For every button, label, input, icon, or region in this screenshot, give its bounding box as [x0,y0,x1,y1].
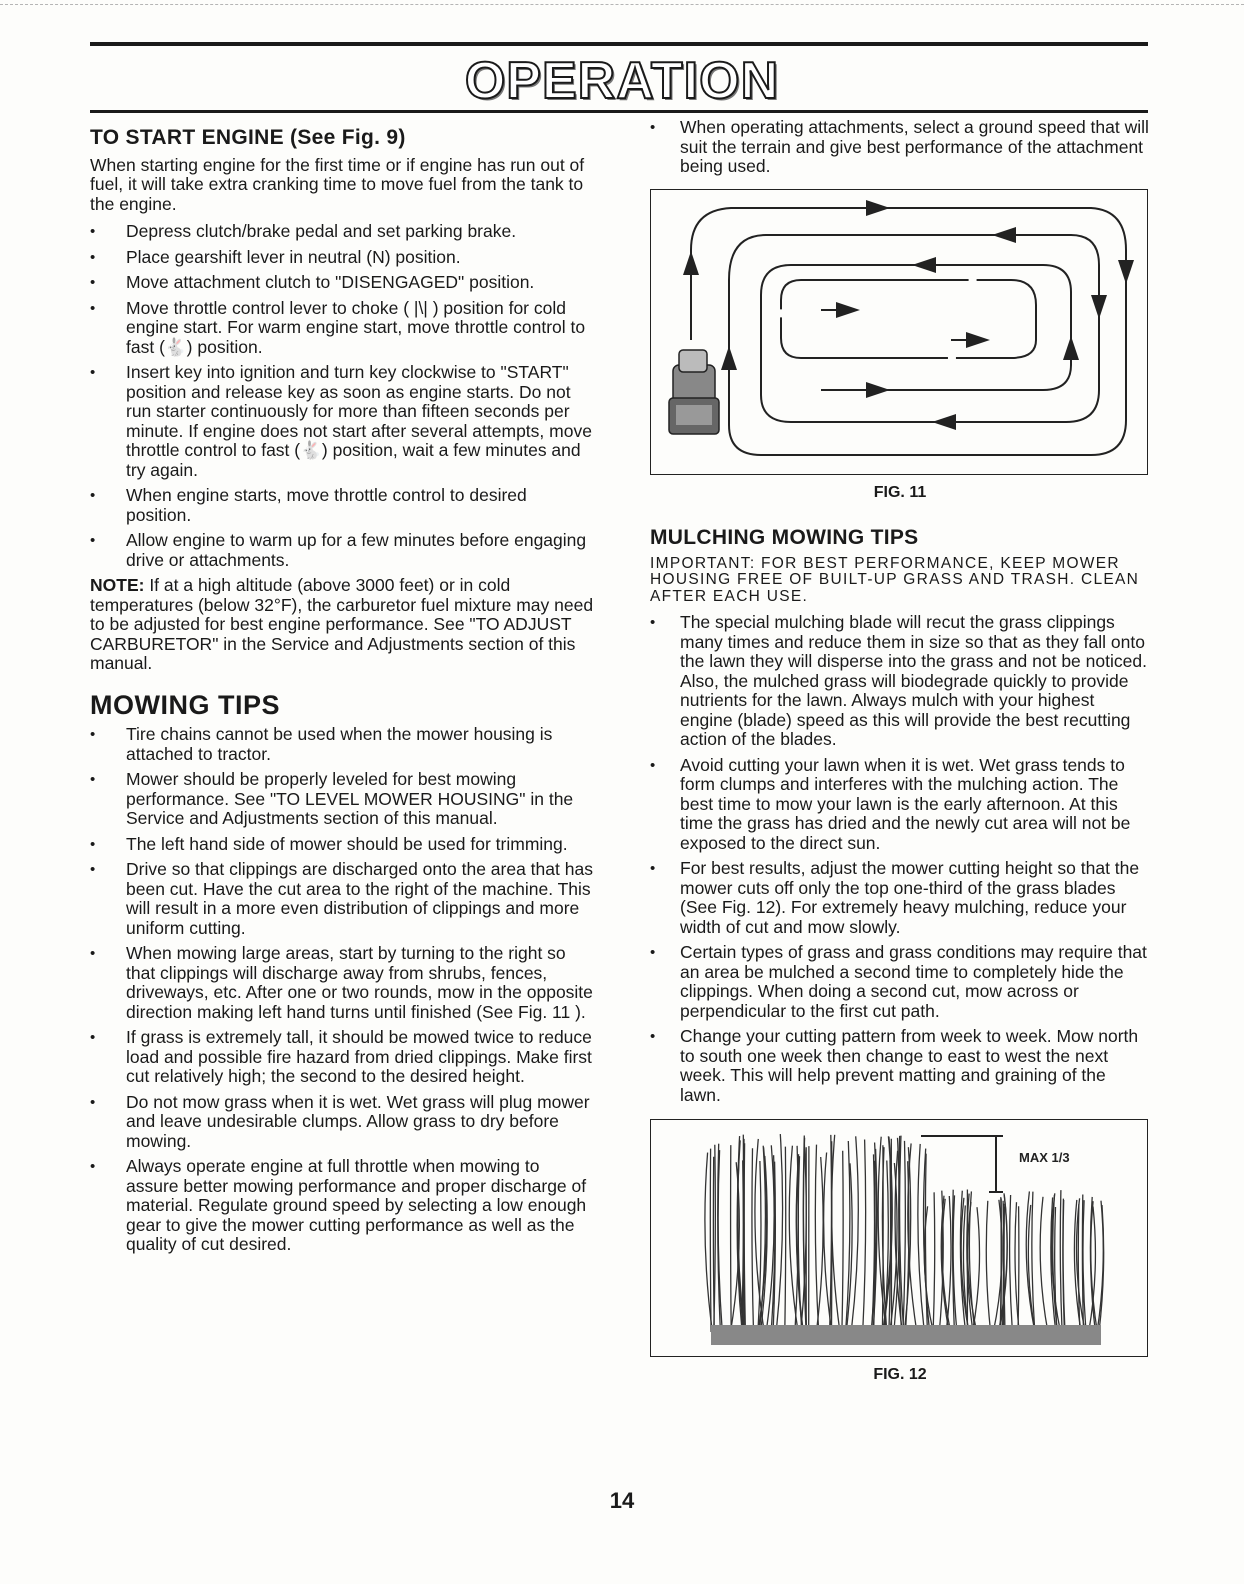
mulching-important: IMPORTANT: FOR BEST PERFORMANCE, KEEP MOWER HOUSING FREE OF BUILT-UP GRASS AND TRASH. CLEAN AFTER EACH USE. [650,554,1140,605]
list-item: • Move attachment clutch to "DISENGAGED" position. [90,273,595,293]
header-rule-top [90,42,1148,46]
grass-height-figure [650,1119,1148,1357]
fig12-caption: FIG. 12 [873,1366,927,1383]
list-item: • When engine starts, move throttle control to desired position. [90,486,595,525]
attachments-list [650,118,1150,177]
right-column [650,118,1150,1385]
list-item: • Insert key into ignition and turn key clockwise to "START" position and release key as soon as engine starts. Do not run starter continuously for more than fifteen seconds per minute. If engine does not start after several attempts, move throttle control to fast (🐇) position, wait a few minutes and try again. [90,363,595,480]
list-item: • Always operate engine at full throttle when mowing to assure better mowing performance and proper discharge of material. Regulate ground speed by selecting a low enough gear to give the mower cutting performance as well as the quality of cut desired. [90,1157,595,1255]
list-item: • Tire chains cannot be used when the mower housing is attached to tractor. [90,725,595,764]
mowing-tips-heading: MOWING TIPS [90,689,280,720]
grass-blade [1001,1199,1002,1333]
header-rule-bottom [90,110,1148,113]
list-item: • Certain types of grass and grass conditions may require that an area be mulched a second time to completely hide the clippings. When doing a second cut, mow across or perpendicular to the first cut path. [650,943,1150,1021]
grass-height-diagram [651,1120,1146,1355]
list-item: • Do not mow grass when it is wet. Wet grass will plug mower and leave undesirable clumps. Allow grass to dry before mowing. [90,1093,595,1152]
mulching-heading: MULCHING MOWING TIPS [650,526,919,549]
mulching-tips-list [650,613,1150,1105]
note-label: NOTE: [90,575,145,595]
max-one-third-label: MAX 1/3 [1019,1150,1070,1165]
page-title: OPERATION [464,52,780,110]
list-item: • Change your cutting pattern from week to week. Mow north to south one week then change to east to west the next week. This will help prevent matting and graining of the lawn. [650,1027,1150,1105]
list-item: • When operating attachments, select a ground speed that will suit the terrain and give best performance of the attachment being used. [650,118,1150,177]
list-item: • Drive so that clippings are discharged onto the area that has been cut. Have the cut area to the right of the machine. This will result in a more even distribution of clippings and more uniform cutting. [90,860,595,938]
mowing-pattern-figure [650,189,1148,475]
list-item: • When mowing large areas, start by turning to the right so that clippings will discharge away from shrubs, fences, driveways, etc. After one or two rounds, mow in the opposite direction making left hand turns until finished (See Fig. 11 ). [90,944,595,1022]
left-column [90,118,595,1261]
mowing-pattern-diagram [651,190,1146,473]
list-item: • Depress clutch/brake pedal and set parking brake. [90,222,595,242]
grass-blade [882,1145,883,1332]
page-number: 14 [609,1488,635,1513]
list-item: • If grass is extremely tall, it should be mowed twice to reduce load and possible fire hazard from dried clippings. Make first cut relatively high; the second to the desired height. [90,1028,595,1087]
list-item: • Place gearshift lever in neutral (N) position. [90,248,595,268]
altitude-note [90,576,595,674]
page-top-edge [0,4,1244,6]
list-item: • Avoid cutting your lawn when it is wet. Wet grass tends to form clumps and interferes with the mulching action. The best time to mow your lawn is the early afternoon. At this time the grass has dried and the newly cut area will not be exposed to the direct sun. [650,756,1150,854]
grass-blade [731,1145,732,1332]
list-item: • Move throttle control lever to choke ( |\| ) position for cold engine start. For warm engine start, move throttle control to fast (🐇) position. [90,299,595,358]
list-item: • The left hand side of mower should be used for trimming. [90,835,595,855]
list-item: • Mower should be properly leveled for best mowing performance. See "TO LEVEL MOWER HOUSING" in the Service and Adjustments section of this manual. [90,770,595,829]
mowing-tips-list [90,725,595,1255]
tractor-icon [669,350,719,434]
start-engine-heading: TO START ENGINE (See Fig. 9) [90,126,406,149]
fig11-caption: FIG. 11 [873,483,927,501]
list-item: • Allow engine to warm up for a few minutes before engaging drive or attachments. [90,531,595,570]
list-item: • For best results, adjust the mower cutting height so that the mower cuts off only the top one-third of the grass blades (See Fig. 12). For extremely heavy mulching, reduce your width of cut and mow slowly. [650,859,1150,937]
start-engine-intro: When starting engine for the first time or if engine has run out of fuel, it will take extra cranking time to move fuel from the tank to the engine. [90,154,585,214]
start-engine-steps [90,222,595,570]
note-text: If at a high altitude (above 3000 feet) or in cold temperatures (below 32°F), the carburetor fuel mixture may need to be adjusted for best engine performance. See "TO ADJUST CARBURETOR" in the Service and Adjustments section of this manual. [90,575,594,673]
list-item: • The special mulching blade will recut the grass clippings many times and reduce them in size so that as they fall onto the lawn they will disperse into the grass and not be noticed. Also, the mulched grass will biodegrade quickly to provide nutrients for the lawn. Always mulch with your highest engine (blade) speed as this will provide the best recutting action of the blades. [650,613,1150,750]
